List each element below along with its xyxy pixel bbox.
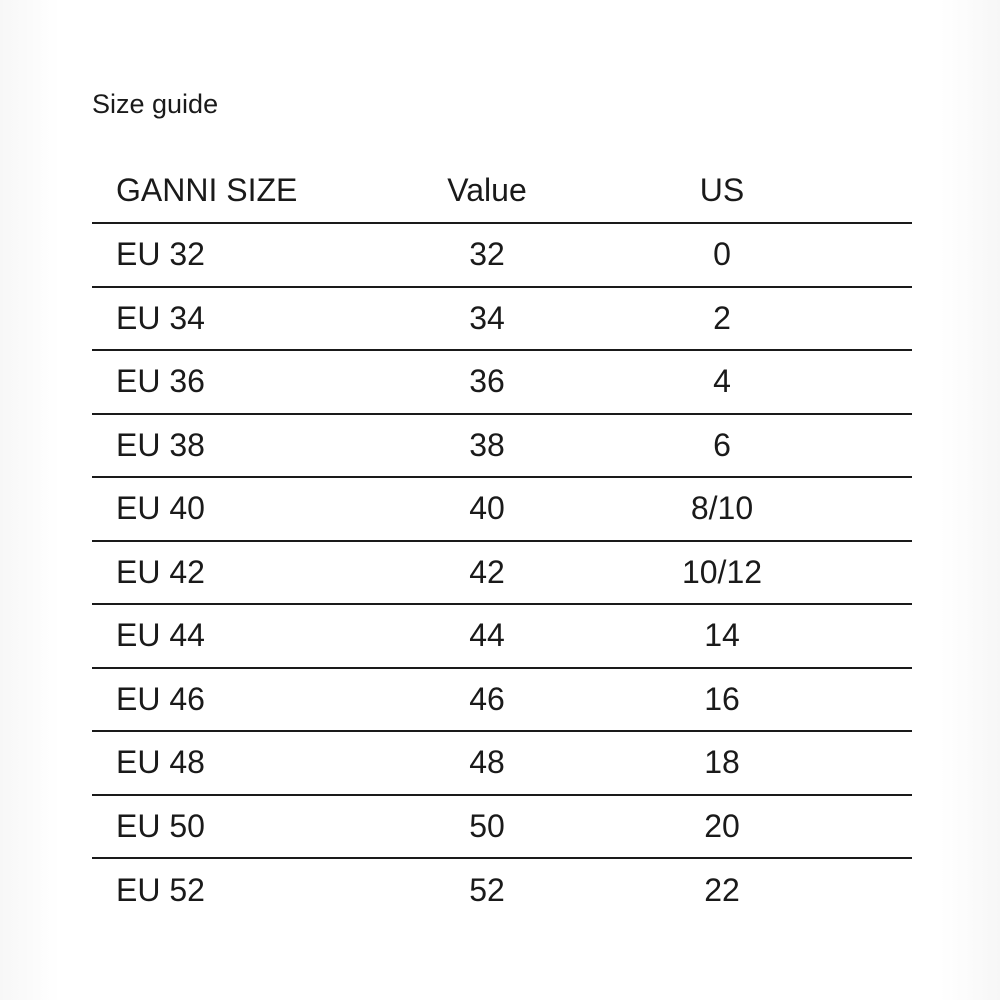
cell-ganni-size: EU 32 <box>116 236 205 273</box>
cell-ganni-size: EU 42 <box>116 553 205 590</box>
cell-us: 6 <box>713 426 731 463</box>
cell-ganni-size: EU 36 <box>116 363 205 400</box>
cell-value: 50 <box>469 807 505 844</box>
table-header-row <box>92 158 912 224</box>
table-row <box>92 732 912 796</box>
table-row <box>92 415 912 479</box>
cell-us: 2 <box>713 299 731 336</box>
table-row <box>92 796 912 860</box>
cell-value: 48 <box>469 744 505 781</box>
cell-value: 32 <box>469 236 505 273</box>
cell-value: 38 <box>469 426 505 463</box>
cell-value: 44 <box>469 617 505 654</box>
cell-us: 14 <box>704 617 740 654</box>
cell-ganni-size: EU 38 <box>116 426 205 463</box>
cell-us: 4 <box>713 363 731 400</box>
header-us: US <box>699 171 745 208</box>
cell-us: 20 <box>704 807 740 844</box>
cell-value: 36 <box>469 363 505 400</box>
table-row <box>92 859 912 923</box>
cell-ganni-size: EU 52 <box>116 872 205 909</box>
page-edge-left <box>0 0 60 1000</box>
cell-us: 10/12 <box>681 553 763 590</box>
size-table <box>92 158 912 923</box>
page-edge-right <box>940 0 1000 1000</box>
cell-us: 22 <box>704 872 740 909</box>
cell-ganni-size: EU 34 <box>116 299 205 336</box>
table-row <box>92 224 912 288</box>
header-value: Value <box>447 171 527 208</box>
cell-ganni-size: EU 48 <box>116 744 205 781</box>
table-row <box>92 605 912 669</box>
cell-ganni-size: EU 44 <box>116 617 205 654</box>
cell-ganni-size: EU 40 <box>116 490 205 527</box>
cell-value: 52 <box>469 872 505 909</box>
cell-us: 8/10 <box>690 490 754 527</box>
cell-value: 46 <box>469 680 505 717</box>
table-row <box>92 478 912 542</box>
header-ganni-size: GANNI SIZE <box>116 171 298 208</box>
cell-us: 18 <box>704 744 740 781</box>
cell-us: 16 <box>704 680 740 717</box>
table-row <box>92 542 912 606</box>
table-row <box>92 288 912 352</box>
cell-ganni-size: EU 50 <box>116 807 205 844</box>
cell-value: 42 <box>469 553 505 590</box>
page-title: Size guide <box>92 89 219 119</box>
table-row <box>92 669 912 733</box>
cell-ganni-size: EU 46 <box>116 680 205 717</box>
table-row <box>92 351 912 415</box>
cell-us: 0 <box>713 236 731 273</box>
cell-value: 34 <box>469 299 505 336</box>
cell-value: 40 <box>469 490 505 527</box>
